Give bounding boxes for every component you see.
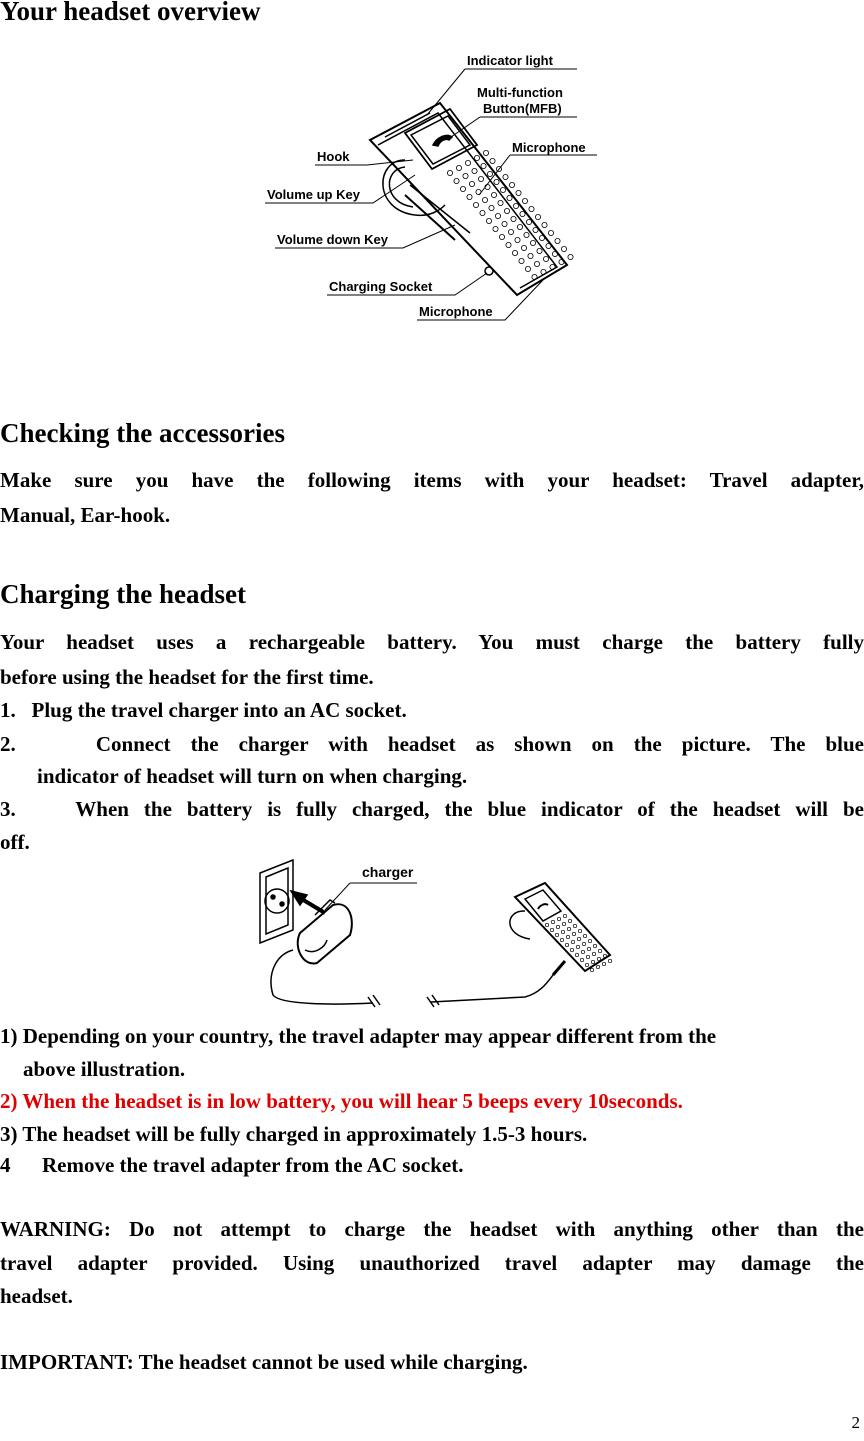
grille-dot <box>469 181 474 186</box>
charger-illustration <box>255 855 615 1010</box>
note-1-line1: 1) Depending on your country, the travel adapter may appear different from the <box>0 1024 717 1048</box>
grille-dot <box>508 229 513 234</box>
label-mfb-line2: Button(MFB) <box>483 101 562 116</box>
grille-dot <box>499 234 504 239</box>
grille-dot <box>509 182 514 187</box>
grille-dot <box>500 187 505 192</box>
grille-dot <box>513 203 518 208</box>
grille-dot <box>557 917 560 920</box>
grille-dot <box>583 934 586 937</box>
charging-step-2-line1: 2. Connect the charger with headset as shown on the picture. The blue <box>0 732 864 756</box>
grille-dot <box>486 218 491 223</box>
label-volume-down: Volume down Key <box>277 232 388 247</box>
grille-dot <box>572 932 575 935</box>
grille-dot <box>546 243 551 248</box>
note-1-line2: above illustration. <box>23 1057 186 1081</box>
grille-dot <box>568 254 573 259</box>
grille-dot <box>495 213 500 218</box>
grille-dot <box>528 253 533 258</box>
grille-dot <box>487 171 492 176</box>
charging-step-1: 1. Plug the travel charger into an AC socket. <box>0 698 407 722</box>
grille-dot <box>570 948 573 951</box>
grille-dot <box>585 963 588 966</box>
grille-dot <box>533 227 538 232</box>
grille-dot <box>521 245 526 250</box>
grille-dot <box>586 955 589 958</box>
charging-step-2-line2: indicator of headset will turn on when charging. <box>37 764 468 788</box>
label-microphone-top: Microphone <box>512 140 586 155</box>
grille-dot <box>602 962 605 965</box>
grille-dot <box>502 221 507 226</box>
grille-dot <box>590 968 593 971</box>
charging-intro-line1: Your headset uses a rechargeable battery. You must charge the battery fully <box>0 630 864 654</box>
accessories-line2: Manual, Ear-hook. <box>0 503 171 527</box>
grille-dot <box>529 206 534 211</box>
note-3-charge-time: 3) The headset will be fully charged in approximately 1.5-3 hours. <box>0 1122 588 1146</box>
grille-dot <box>498 200 503 205</box>
grille-dot <box>573 924 576 927</box>
grille-dot <box>550 928 553 931</box>
grille-dot <box>472 168 477 173</box>
grille-dot <box>576 945 579 948</box>
grille-dot <box>561 930 564 933</box>
charger-label: charger <box>362 864 414 880</box>
grille-dot <box>480 210 485 215</box>
grille-dot <box>597 957 600 960</box>
grille-dot <box>534 261 539 266</box>
grille-dot <box>593 944 596 947</box>
grille-dot <box>587 947 590 950</box>
section-title-accessories: Checking the accessories <box>0 418 285 448</box>
grille-dot <box>539 235 544 240</box>
grille-dot <box>490 158 495 163</box>
label-microphone-bottom: Microphone <box>419 304 493 319</box>
grille-dot <box>563 914 566 917</box>
accessories-line1: Make sure you have the following items with your headset: Travel adapter, <box>0 468 864 492</box>
grille-dot <box>519 258 524 263</box>
grille-dot <box>560 938 563 941</box>
grille-dot <box>591 960 594 963</box>
section-title-overview: Your headset overview <box>0 0 261 26</box>
grille-dot <box>559 259 564 264</box>
charging-intro-line2: before using the headset for the first time. <box>0 665 374 689</box>
grille-dot <box>507 195 512 200</box>
grille-dot <box>491 192 496 197</box>
grille-dot <box>482 197 487 202</box>
grille-dot <box>588 939 591 942</box>
grille-dot <box>608 959 611 962</box>
note-2-low-battery: 2) When the headset is in low battery, you will hear 5 beeps every 10seconds. <box>0 1089 683 1113</box>
grille-dot <box>582 942 585 945</box>
grille-dot <box>493 226 498 231</box>
grille-dot <box>555 238 560 243</box>
grille-dot <box>447 170 452 175</box>
grille-dot <box>515 237 520 242</box>
grille-dot <box>567 927 570 930</box>
charging-step-3-line1: 3. When the battery is fully charged, the blue indicator of the headset will be <box>0 797 864 821</box>
grille-dot <box>456 165 461 170</box>
grille-dot <box>545 923 548 926</box>
grille-dot <box>535 214 540 219</box>
grille-dot <box>463 173 468 178</box>
grille-dot <box>517 224 522 229</box>
important-note: IMPORTANT: The headset cannot be used while charging. <box>0 1350 528 1374</box>
grille-dot <box>494 179 499 184</box>
warning-line3: headset. <box>0 1284 73 1308</box>
grille-dot <box>552 251 557 256</box>
grille-dot <box>465 160 470 165</box>
grille-dot <box>596 965 599 968</box>
grille-dot <box>474 155 479 160</box>
grille-dot <box>543 256 548 261</box>
grille-dot <box>555 933 558 936</box>
grille-dot <box>478 176 483 181</box>
warning-line2: travel adapter provided. Using unauthorized travel adapter may damage the <box>0 1251 864 1275</box>
grille-dot <box>483 150 488 155</box>
grille-dot <box>542 222 547 227</box>
grille-dot <box>592 952 595 955</box>
grille-dot <box>598 949 601 952</box>
grille-dot <box>522 198 527 203</box>
grille-dot <box>524 232 529 237</box>
grille-dot <box>506 242 511 247</box>
label-indicator-light: Indicator light <box>467 53 553 68</box>
grille-dot <box>581 950 584 953</box>
label-mfb-line1: Multi-function <box>477 85 563 100</box>
grille-dot <box>460 186 465 191</box>
grille-dot <box>532 274 537 279</box>
grille-dot <box>454 178 459 183</box>
charging-step-4: 4 Remove the travel adapter from the AC socket. <box>0 1153 464 1177</box>
grille-dot <box>530 240 535 245</box>
grille-dot <box>516 190 521 195</box>
grille-dot <box>578 929 581 932</box>
grille-dot <box>577 937 580 940</box>
grille-dot <box>520 211 525 216</box>
grille-dot <box>566 935 569 938</box>
grille-dot <box>481 163 486 168</box>
grille-dot <box>473 202 478 207</box>
label-volume-up: Volume up Key <box>267 187 360 202</box>
grille-dot <box>503 174 508 179</box>
grille-dot <box>568 919 571 922</box>
grille-dot <box>575 953 578 956</box>
warning-line1: WARNING: Do not attempt to charge the headset with anything other than the <box>0 1217 864 1241</box>
grille-dot <box>565 943 568 946</box>
label-hook: Hook <box>317 149 350 164</box>
grille-dot <box>511 216 516 221</box>
grille-dot <box>571 940 574 943</box>
charging-step-3-line2: off. <box>0 830 30 854</box>
grille-dot <box>556 925 559 928</box>
grille-dot <box>580 958 583 961</box>
grille-dot <box>525 266 530 271</box>
grille-dot <box>504 208 509 213</box>
grille-dot <box>561 246 566 251</box>
grille-dot <box>489 205 494 210</box>
grille-dot <box>467 194 472 199</box>
grille-dot <box>537 248 542 253</box>
grille-dot <box>512 250 517 255</box>
section-title-charging: Charging the headset <box>0 579 247 609</box>
headset-diagram <box>255 45 615 330</box>
grille-dot <box>562 922 565 925</box>
grille-dot <box>526 219 531 224</box>
page-number: 2 <box>851 1413 860 1432</box>
grille-dot <box>551 920 554 923</box>
grille-dot <box>548 230 553 235</box>
label-charging-socket: Charging Socket <box>329 279 433 294</box>
